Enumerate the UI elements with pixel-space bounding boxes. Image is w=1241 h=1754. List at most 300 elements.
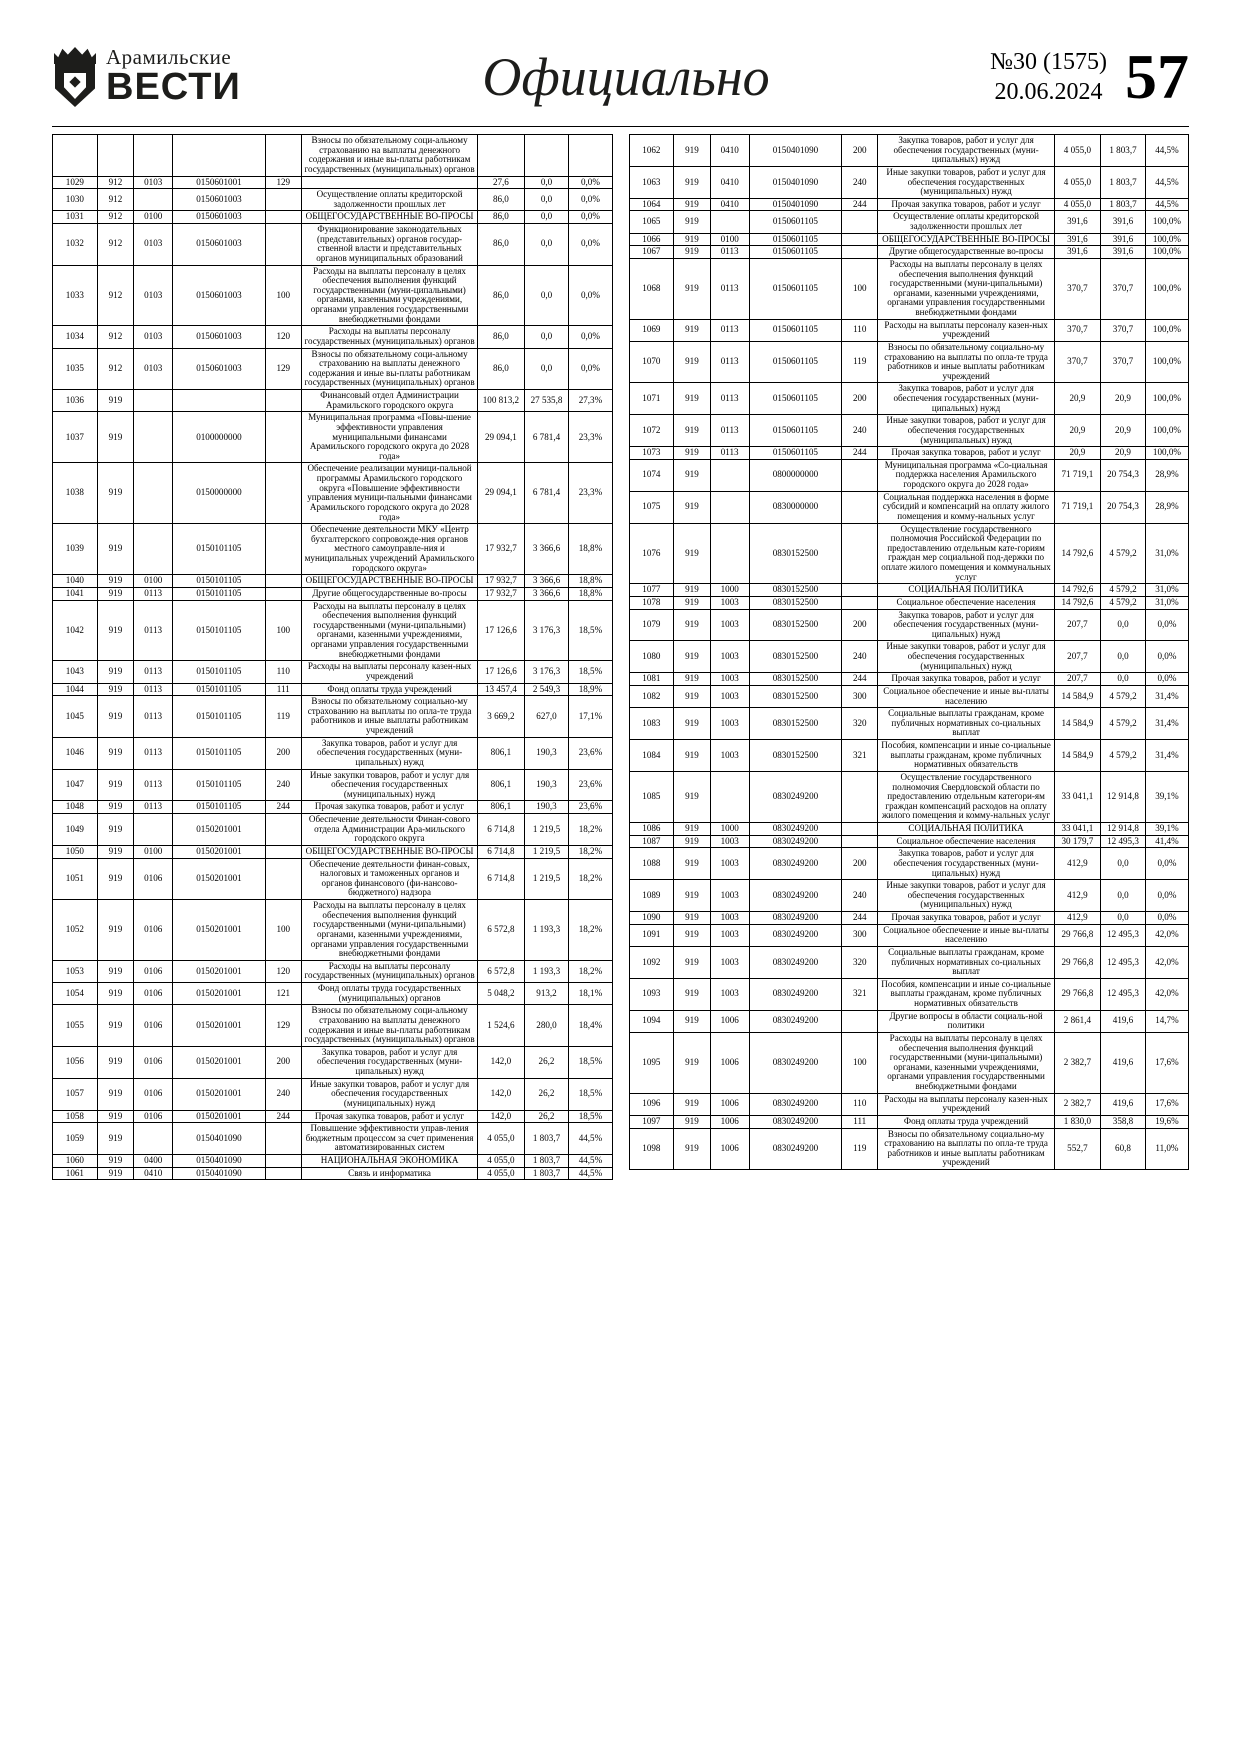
table-cell-c1: 912 <box>97 326 133 348</box>
table-cell-c4: 100 <box>265 265 301 326</box>
table-cell-c6: 86,0 <box>478 211 524 224</box>
table-cell-c7: 419,6 <box>1101 1093 1146 1115</box>
table-cell-c4: 129 <box>265 348 301 390</box>
table-cell-c8: 31,0% <box>1145 584 1188 597</box>
table-cell-c3: 0150101105 <box>173 769 265 801</box>
table-cell-c1: 919 <box>674 258 710 319</box>
table-cell-c1: 919 <box>97 801 133 814</box>
table-cell-c5: Социальная поддержка населения в форме субсидий и компенсаций на оплату жилого помещения и комму-нальных услуг <box>878 491 1054 523</box>
table-cell-c7: 3 366,6 <box>524 587 569 600</box>
table-cell-c3: 0150101105 <box>173 587 265 600</box>
table-cell-c5: Иные закупки товаров, работ и услуг для обеспечения государственных (муниципальных) нужд <box>301 1078 477 1110</box>
table-cell-c1: 919 <box>97 683 133 696</box>
table-cell-c1: 919 <box>674 523 710 584</box>
table-cell-c8: 0,0% <box>569 189 612 211</box>
table-cell-c3: 0830249200 <box>749 1115 841 1128</box>
table-cell-c0: 1098 <box>629 1128 674 1170</box>
table-cell-c0: 1040 <box>53 575 98 588</box>
table-cell-c6: 1 830,0 <box>1054 1115 1100 1128</box>
table-cell-c6: 6 572,8 <box>478 900 524 961</box>
table-cell-c6: 412,9 <box>1054 848 1100 880</box>
table-cell-c0: 1033 <box>53 265 98 326</box>
table-row <box>629 447 1189 460</box>
table-cell-c6: 100 813,2 <box>478 390 524 412</box>
table-row <box>629 641 1189 673</box>
table-cell-c5: Муниципальная программа «Со-циальная поддержка населения Арамильского городского округа до 2028 года» <box>878 459 1054 491</box>
table-cell-c1: 919 <box>674 946 710 978</box>
table-row <box>629 341 1189 383</box>
table-row <box>53 348 613 390</box>
table-cell-c8: 0,0% <box>1145 880 1188 912</box>
table-cell-c5: Расходы на выплаты персоналу в целях обеспечения выполнения функций государственными (муни-ципальными) органами, казенными учреждениями, органами управления государственными внебюджетными фондами <box>301 600 477 661</box>
table-cell-c5: Прочая закупка товаров, работ и услуг <box>301 801 477 814</box>
table-cell-c7: 26,2 <box>524 1078 569 1110</box>
table-cell-c1: 919 <box>674 740 710 772</box>
table-cell-c3: 0150601003 <box>173 189 265 211</box>
table-cell-c7: 2 549,3 <box>524 683 569 696</box>
table-cell-c7 <box>524 135 569 177</box>
table-cell-c1: 919 <box>97 390 133 412</box>
table-cell-c2: 1003 <box>710 609 749 641</box>
table-cell-c4 <box>265 587 301 600</box>
table-cell-c2: 1003 <box>710 835 749 848</box>
table-cell-c0: 1064 <box>629 198 674 211</box>
table-cell-c6: 806,1 <box>478 801 524 814</box>
table-cell-c3: 0150101105 <box>173 801 265 814</box>
table-row <box>629 835 1189 848</box>
table-cell-c0: 1052 <box>53 900 98 961</box>
table-cell-c7: 12 495,3 <box>1101 924 1146 946</box>
table-cell-c7: 358,8 <box>1101 1115 1146 1128</box>
table-row <box>53 900 613 961</box>
table-cell-c3: 0150201001 <box>173 845 265 858</box>
table-cell-c8: 100,0% <box>1145 415 1188 447</box>
table-cell-c2: 0410 <box>710 135 749 167</box>
table-row <box>629 685 1189 707</box>
table-cell-c6: 14 792,6 <box>1054 523 1100 584</box>
table-cell-c4 <box>265 412 301 463</box>
table-cell-c2 <box>134 189 173 211</box>
table-cell-c3: 0150101105 <box>173 661 265 683</box>
table-cell-c6: 4 055,0 <box>1054 198 1100 211</box>
table-row <box>53 1110 613 1123</box>
table-cell-c8: 18,2% <box>569 960 612 982</box>
table-cell-c4: 321 <box>842 740 878 772</box>
table-cell-c7: 391,6 <box>1101 233 1146 246</box>
table-cell-c5: Расходы на выплаты персоналу казен-ных учреждений <box>878 319 1054 341</box>
table-cell-c1: 919 <box>97 1167 133 1180</box>
table-cell-c1: 919 <box>97 814 133 846</box>
table-cell-c4 <box>842 835 878 848</box>
table-cell-c6: 86,0 <box>478 189 524 211</box>
table-cell-c5: Закупка товаров, работ и услуг для обеспечения государственных (муни-ципальных) нужд <box>878 848 1054 880</box>
table-cell-c0: 1050 <box>53 845 98 858</box>
table-cell-c2 <box>710 771 749 822</box>
table-cell-c4 <box>265 845 301 858</box>
table-cell-c7: 0,0 <box>524 211 569 224</box>
issue-date: 20.06.2024 <box>994 79 1103 105</box>
table-row <box>629 211 1189 233</box>
table-cell-c0: 1093 <box>629 978 674 1010</box>
table-cell-c5: Расходы на выплаты персоналу государственных (муниципальных) органов <box>301 326 477 348</box>
table-cell-c5: Расходы на выплаты персоналу государственных (муниципальных) органов <box>301 960 477 982</box>
table-cell-c4: 111 <box>842 1115 878 1128</box>
table-cell-c4: 111 <box>265 683 301 696</box>
table-cell-c0 <box>53 135 98 177</box>
table-cell-c6: 207,7 <box>1054 673 1100 686</box>
table-cell-c3: 0150201001 <box>173 1078 265 1110</box>
table-row <box>53 575 613 588</box>
table-cell-c5: СОЦИАЛЬНАЯ ПОЛИТИКА <box>878 823 1054 836</box>
table-cell-c7: 20,9 <box>1101 447 1146 460</box>
page-title: Официально <box>482 47 770 107</box>
table-cell-c0: 1060 <box>53 1155 98 1168</box>
table-cell-c7: 1 803,7 <box>1101 135 1146 167</box>
table-cell-c0: 1053 <box>53 960 98 982</box>
table-cell-c6: 391,6 <box>1054 246 1100 259</box>
table-cell-c1: 919 <box>97 1046 133 1078</box>
table-row <box>629 1032 1189 1093</box>
table-cell-c7: 26,2 <box>524 1046 569 1078</box>
table-cell-c6: 14 792,6 <box>1054 584 1100 597</box>
table-cell-c7: 12 495,3 <box>1101 946 1146 978</box>
table-row <box>53 412 613 463</box>
table-cell-c5: Иные закупки товаров, работ и услуг для обеспечения государственных (муниципальных) нужд <box>878 880 1054 912</box>
table-cell-c1: 919 <box>97 983 133 1005</box>
table-cell-c6: 370,7 <box>1054 341 1100 383</box>
table-row <box>53 600 613 661</box>
table-cell-c7: 0,0 <box>1101 912 1146 925</box>
table-row <box>53 737 613 769</box>
table-cell-c4: 244 <box>842 673 878 686</box>
table-cell-c7: 26,2 <box>524 1110 569 1123</box>
table-cell-c2: 0113 <box>710 447 749 460</box>
table-row <box>53 858 613 900</box>
table-cell-c4 <box>265 1155 301 1168</box>
table-cell-c7: 3 176,3 <box>524 600 569 661</box>
table-cell-c1: 919 <box>97 1110 133 1123</box>
table-cell-c2: 0106 <box>134 858 173 900</box>
table-cell-c5: Осуществление оплаты кредиторской задолженности прошлых лет <box>878 211 1054 233</box>
table-cell-c0: 1057 <box>53 1078 98 1110</box>
right-column <box>629 134 1190 1180</box>
table-cell-c8: 23,6% <box>569 769 612 801</box>
table-cell-c6: 86,0 <box>478 348 524 390</box>
table-cell-c3: 0150401090 <box>749 198 841 211</box>
table-cell-c8: 17,6% <box>1145 1093 1188 1115</box>
table-cell-c4 <box>842 1010 878 1032</box>
table-row <box>53 1078 613 1110</box>
table-cell-c6: 806,1 <box>478 769 524 801</box>
table-cell-c4 <box>842 233 878 246</box>
table-cell-c5: Закупка товаров, работ и услуг для обеспечения государственных (муни-ципальных) нужд <box>878 135 1054 167</box>
table-cell-c8: 100,0% <box>1145 447 1188 460</box>
table-cell-c0: 1066 <box>629 233 674 246</box>
table-cell-c0: 1075 <box>629 491 674 523</box>
table-cell-c3: 0150601105 <box>749 341 841 383</box>
table-cell-c0: 1087 <box>629 835 674 848</box>
table-cell-c3: 0830249200 <box>749 946 841 978</box>
table-cell-c2: 0106 <box>134 1078 173 1110</box>
table-cell-c2: 0100 <box>710 233 749 246</box>
table-cell-c2: 0113 <box>710 319 749 341</box>
table-cell-c2: 0400 <box>134 1155 173 1168</box>
table-cell-c0: 1068 <box>629 258 674 319</box>
table-cell-c2 <box>134 135 173 177</box>
table-cell-c7: 4 579,2 <box>1101 523 1146 584</box>
table-cell-c4: 100 <box>842 258 878 319</box>
table-row <box>53 1005 613 1047</box>
budget-table-right <box>629 134 1190 1170</box>
table-cell-c8 <box>569 135 612 177</box>
table-cell-c8: 39,1% <box>1145 823 1188 836</box>
table-cell-c4: 100 <box>265 900 301 961</box>
table-cell-c6: 17 126,6 <box>478 661 524 683</box>
table-cell-c3: 0150201001 <box>173 814 265 846</box>
table-cell-c4: 119 <box>842 341 878 383</box>
table-cell-c5: Закупка товаров, работ и услуг для обеспечения государственных (муни-ципальных) нужд <box>878 609 1054 641</box>
table-cell-c2 <box>710 211 749 233</box>
table-cell-c8: 44,5% <box>569 1167 612 1180</box>
table-cell-c3: 0150101105 <box>173 575 265 588</box>
table-cell-c3: 0100000000 <box>173 412 265 463</box>
table-row <box>629 912 1189 925</box>
table-cell-c3: 0150601001 <box>173 176 265 189</box>
table-cell-c4 <box>842 491 878 523</box>
table-cell-c4 <box>265 524 301 575</box>
table-row <box>629 1115 1189 1128</box>
table-cell-c6: 207,7 <box>1054 609 1100 641</box>
table-cell-c3: 0830249200 <box>749 978 841 1010</box>
table-cell-c4 <box>842 823 878 836</box>
table-cell-c5: Закупка товаров, работ и услуг для обеспечения государственных (муни-ципальных) нужд <box>878 383 1054 415</box>
table-cell-c7: 627,0 <box>524 696 569 738</box>
table-cell-c2: 1003 <box>710 740 749 772</box>
table-cell-c1: 919 <box>97 858 133 900</box>
table-cell-c2: 0113 <box>710 415 749 447</box>
table-cell-c4: 100 <box>842 1032 878 1093</box>
table-cell-c3: 0830249200 <box>749 771 841 822</box>
table-cell-c3: 0150601003 <box>173 211 265 224</box>
table-cell-c8: 0,0% <box>1145 641 1188 673</box>
table-cell-c3: 0830000000 <box>749 491 841 523</box>
table-cell-c5: Взносы по обязательному социально-му страхованию на выплаты по опла-те труда работников и иные выплаты работникам учреждений <box>878 1128 1054 1170</box>
table-cell-c5: Расходы на выплаты персоналу в целях обеспечения выполнения функций государственными (муни-ципальными) органами, казенными учреждениями, органами управления государственными внебюджетными фондами <box>878 258 1054 319</box>
table-cell-c3: 0830152500 <box>749 609 841 641</box>
table-cell-c6: 412,9 <box>1054 912 1100 925</box>
table-row <box>53 683 613 696</box>
table-cell-c6: 391,6 <box>1054 211 1100 233</box>
table-cell-c5: Иные закупки товаров, работ и услуг для обеспечения государственных (муниципальных) нужд <box>878 166 1054 198</box>
table-cell-c2: 0113 <box>134 801 173 814</box>
table-cell-c8: 0,0% <box>569 224 612 266</box>
table-cell-c1: 919 <box>97 696 133 738</box>
table-cell-c4: 244 <box>842 447 878 460</box>
table-cell-c6: 20,9 <box>1054 383 1100 415</box>
table-cell-c2: 0106 <box>134 1046 173 1078</box>
table-cell-c2: 1003 <box>710 912 749 925</box>
table-cell-c2: 0113 <box>710 383 749 415</box>
table-cell-c2: 1003 <box>710 848 749 880</box>
table-row <box>53 960 613 982</box>
table-row <box>629 415 1189 447</box>
table-cell-c7: 0,0 <box>1101 609 1146 641</box>
table-cell-c8: 11,0% <box>1145 1128 1188 1170</box>
table-cell-c5: Социальные выплаты гражданам, кроме публичных нормативных со-циальных выплат <box>878 946 1054 978</box>
table-cell-c6: 142,0 <box>478 1046 524 1078</box>
table-cell-c3: 0150601003 <box>173 265 265 326</box>
table-cell-c1: 919 <box>674 641 710 673</box>
table-row <box>629 319 1189 341</box>
table-cell-c5: Осуществление оплаты кредиторской задолженности прошлых лет <box>301 189 477 211</box>
table-cell-c7: 370,7 <box>1101 341 1146 383</box>
table-cell-c5: Взносы по обязательному социально-му страхованию на выплаты по опла-те труда работников и иные выплаты работникам учреждений <box>878 341 1054 383</box>
table-row <box>53 265 613 326</box>
table-cell-c5: Другие общегосударственные во-просы <box>301 587 477 600</box>
table-cell-c0: 1096 <box>629 1093 674 1115</box>
table-cell-c7: 370,7 <box>1101 258 1146 319</box>
table-cell-c2: 0113 <box>134 683 173 696</box>
table-cell-c5: Расходы на выплаты персоналу в целях обеспечения выполнения функций государственными (муни-ципальными) органами, казенными учреждениями, органами управления государственными внебюджетными фондами <box>301 900 477 961</box>
table-cell-c1: 919 <box>674 246 710 259</box>
table-cell-c2: 1006 <box>710 1128 749 1170</box>
table-cell-c2: 1003 <box>710 946 749 978</box>
table-cell-c2: 0410 <box>134 1167 173 1180</box>
table-row <box>629 823 1189 836</box>
table-cell-c0: 1065 <box>629 211 674 233</box>
table-cell-c1: 919 <box>674 211 710 233</box>
table-cell-c3: 0830152500 <box>749 685 841 707</box>
table-cell-c3: 0150000000 <box>173 463 265 524</box>
table-cell-c5: Социальное обеспечение и иные вы-платы населению <box>878 924 1054 946</box>
table-cell-c8: 0,0% <box>569 265 612 326</box>
table-cell-c1: 919 <box>674 596 710 609</box>
table-cell-c3: 0150401090 <box>173 1155 265 1168</box>
table-cell-c1: 919 <box>674 685 710 707</box>
table-cell-c8: 18,2% <box>569 845 612 858</box>
table-cell-c3: 0830249200 <box>749 848 841 880</box>
table-row <box>53 661 613 683</box>
table-cell-c7: 1 219,5 <box>524 845 569 858</box>
table-cell-c3: 0150201001 <box>173 858 265 900</box>
table-cell-c3: 0830249200 <box>749 1093 841 1115</box>
table-row <box>629 523 1189 584</box>
table-row <box>53 1167 613 1180</box>
table-cell-c5: Прочая закупка товаров, работ и услуг <box>878 198 1054 211</box>
table-cell-c8: 14,7% <box>1145 1010 1188 1032</box>
table-cell-c1: 919 <box>674 771 710 822</box>
table-cell-c0: 1059 <box>53 1123 98 1155</box>
table-cell-c7: 419,6 <box>1101 1010 1146 1032</box>
table-cell-c8: 18,2% <box>569 814 612 846</box>
table-cell-c8: 18,2% <box>569 900 612 961</box>
table-cell-c6: 29 094,1 <box>478 412 524 463</box>
table-cell-c0: 1092 <box>629 946 674 978</box>
table-cell-c5: Социальное обеспечение населения <box>878 835 1054 848</box>
table-cell-c3: 0150601003 <box>173 224 265 266</box>
table-cell-c6: 17 932,7 <box>478 587 524 600</box>
table-cell-c3: 0150201001 <box>173 960 265 982</box>
table-cell-c1: 919 <box>97 1155 133 1168</box>
table-cell-c4: 100 <box>265 600 301 661</box>
table-row <box>629 1010 1189 1032</box>
table-cell-c7: 4 579,2 <box>1101 584 1146 597</box>
table-cell-c8: 0,0% <box>1145 673 1188 686</box>
table-cell-c0: 1078 <box>629 596 674 609</box>
table-cell-c6: 4 055,0 <box>478 1123 524 1155</box>
table-cell-c0: 1032 <box>53 224 98 266</box>
table-cell-c1: 912 <box>97 348 133 390</box>
table-cell-c0: 1076 <box>629 523 674 584</box>
table-cell-c0: 1049 <box>53 814 98 846</box>
table-cell-c1: 919 <box>674 1128 710 1170</box>
table-cell-c6: 806,1 <box>478 737 524 769</box>
table-row <box>629 946 1189 978</box>
table-cell-c7: 3 176,3 <box>524 661 569 683</box>
table-cell-c8: 100,0% <box>1145 319 1188 341</box>
table-cell-c6: 2 382,7 <box>1054 1093 1100 1115</box>
table-cell-c6: 30 179,7 <box>1054 835 1100 848</box>
table-cell-c7: 1 219,5 <box>524 814 569 846</box>
table-row <box>629 924 1189 946</box>
table-cell-c4 <box>842 459 878 491</box>
table-cell-c1: 919 <box>674 447 710 460</box>
table-cell-c6: 4 055,0 <box>478 1155 524 1168</box>
table-cell-c1: 919 <box>674 491 710 523</box>
table-cell-c0: 1034 <box>53 326 98 348</box>
table-row <box>629 491 1189 523</box>
table-row <box>53 390 613 412</box>
table-cell-c5: Фонд оплаты труда учреждений <box>878 1115 1054 1128</box>
table-row <box>53 587 613 600</box>
table-cell-c5: Взносы по обязательному соци-альному страхованию на выплаты денежного содержания и иные вы-платы работникам государственных (муниципальных) органов <box>301 348 477 390</box>
table-cell-c1: 919 <box>674 1010 710 1032</box>
table-row <box>53 814 613 846</box>
table-cell-c6: 17 126,6 <box>478 600 524 661</box>
budget-table-left <box>52 134 613 1180</box>
table-cell-c8: 18,8% <box>569 524 612 575</box>
table-row <box>629 771 1189 822</box>
table-cell-c2: 0113 <box>710 258 749 319</box>
table-row <box>53 176 613 189</box>
table-cell-c2: 1003 <box>710 673 749 686</box>
table-cell-c8: 42,0% <box>1145 978 1188 1010</box>
table-cell-c0: 1058 <box>53 1110 98 1123</box>
table-row <box>53 189 613 211</box>
table-cell-c8: 0,0% <box>569 176 612 189</box>
table-cell-c4 <box>842 211 878 233</box>
table-cell-c5: Социальное обеспечение населения <box>878 596 1054 609</box>
table-cell-c0: 1071 <box>629 383 674 415</box>
table-cell-c0: 1035 <box>53 348 98 390</box>
table-cell-c1: 912 <box>97 189 133 211</box>
table-cell-c1: 919 <box>674 1093 710 1115</box>
table-cell-c0: 1088 <box>629 848 674 880</box>
table-cell-c2: 1000 <box>710 823 749 836</box>
table-row <box>53 801 613 814</box>
table-cell-c5: Прочая закупка товаров, работ и услуг <box>301 1110 477 1123</box>
table-row <box>629 166 1189 198</box>
table-cell-c8: 100,0% <box>1145 258 1188 319</box>
table-cell-c5: Закупка товаров, работ и услуг для обеспечения государственных (муни-ципальных) нужд <box>301 737 477 769</box>
table-cell-c3: 0150201001 <box>173 1046 265 1078</box>
table-cell-c1: 919 <box>97 587 133 600</box>
table-cell-c0: 1070 <box>629 341 674 383</box>
table-cell-c2: 1003 <box>710 685 749 707</box>
table-cell-c6: 142,0 <box>478 1110 524 1123</box>
table-cell-c6: 17 932,7 <box>478 575 524 588</box>
table-cell-c8: 44,5% <box>569 1155 612 1168</box>
